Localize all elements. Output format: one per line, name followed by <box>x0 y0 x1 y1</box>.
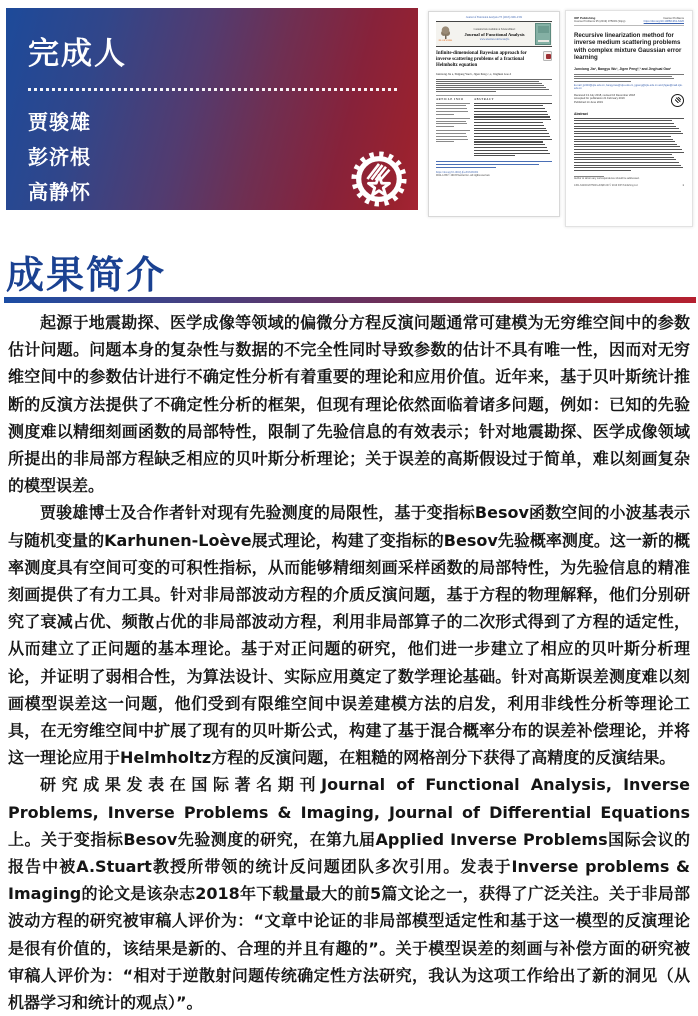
ip-footnote: Author to whom any correspondence should be addressed. <box>574 177 640 181</box>
intro-paragraph-3: 研究成果发表在国际著名期刊Journal of Functional Analysis, Inverse Problems, Inverse Problems & Imaging, Journal of Differential Equations上。关于变指标Besov先验测度的研究，在第九届Applied Inverse Problems国际会议的报告中被A.Stuart教授所带领的统计反问题团队多次引用。发表于Inverse problems & Imaging的论文是该杂志2018年下载量最大的前5篇文论之一，获得了广泛关注。关于非局部波动方程的研究被审稿人评价为：“文章中论证的非局部模型适定性和基于这一模型的反演理论是很有价值的，该结果是新的、合理的并且有趣的”。关于模型误差的刻画与补偿方面的研究被审稿人评价为：“相对于逆散射问题传统确定性方法研究，我认为这项工作给出了新的洞见（从机器学习和统计的观点）”。 <box>8 775 690 1013</box>
paper-thumbnail-jfa <box>428 11 560 217</box>
divider <box>436 95 552 96</box>
crossmark-badge-icon[interactable] <box>543 51 552 61</box>
ip-received-line: Received 13 July 2018, revised 16 December 2018 <box>574 93 635 97</box>
elsevier-logo <box>437 26 454 42</box>
jfa-article-title: Infinite-dimensional Bayesian approach for inverse scattering problems of a fractional Helmholtz equation <box>436 51 527 68</box>
ip-authors: Junxiong Jia¹, Bangyu Wu¹, Jigen Peng²,³ and Jinghuai Gao¹ <box>574 67 672 72</box>
ip-published-line: Published 14 June 2019 <box>574 101 603 105</box>
ip-article-title: Recursive linearization method for inverse medium scattering problems with complex mixture Gaussian error learning <box>574 31 682 62</box>
gear-star-emblem-icon <box>350 150 408 208</box>
ip-abstract-text <box>574 118 684 171</box>
author-name-list <box>28 105 398 210</box>
jfa-cover-image <box>535 23 551 45</box>
banner-title: 完成人 <box>28 36 127 72</box>
ip-journal-label: Inverse Problems <box>663 17 684 20</box>
ip-issue-line: Inverse Problems 35 (2019) 075003 (34pp) <box>574 20 626 23</box>
authors-banner <box>6 8 418 210</box>
section-heading: 成果简介 <box>6 253 167 297</box>
jfa-article-history <box>436 103 470 115</box>
jfa-authors: Junxiong Jia a, Shigang Yue b, Jigen Peng c,∗, Jinghuai Gao d <box>436 72 512 76</box>
author-name: 彭济根 <box>28 145 91 169</box>
iop-publisher-label: IOP Publishing <box>574 16 596 20</box>
elsevier-wordmark: ELSEVIER <box>438 39 453 42</box>
jfa-msc-codes <box>436 118 470 127</box>
intro-paragraph-1: 起源于地震勘探、医学成像等领域的偏微分方程反演问题通常可建模为无穷维空间中的参数估计问题。问题本身的复杂性与数据的不完全性同时导致参数的估计不具有唯一性，因而对无穷维空间中的参数估计进行不确定性分析有着重要的理论和应用价值。近年来，基于贝叶斯统计推断的反演方法提供了不确定性分析的框架，但现有理论依然面临着诸多问题，例如：已知的先验测度难以精细刻画函数的局部特性，限制了先验信息的有效表示；针对地震勘探、医学成像领域所提出的非局部方程缺乏相应的贝叶斯分析理论；关于误差的高斯假设过于简单，难以刻画复杂的模型误差。 <box>8 313 690 496</box>
ip-email-links[interactable]: E-mail: jjx323@xjtu.edu.cn, bangyuwu@xjtu.edu.cn, jgpeng@xjtu.edu.cn and jhgao@mail.xjtu.edu.cn <box>574 84 683 91</box>
jfa-copyright-line: 0022-1236/© 2018 Elsevier Inc. All rights reserved. <box>436 173 490 177</box>
jfa-corresponding-footnote <box>436 161 552 168</box>
jfa-article-info-label: ARTICLE INFO <box>436 97 464 101</box>
jfa-abstract-text <box>474 103 552 157</box>
jfa-journal-header <box>436 21 552 47</box>
jfa-abstract-label: ABSTRACT <box>474 97 495 101</box>
jfa-journal-name: Journal of Functional Analysis <box>464 31 525 37</box>
jfa-homepage-link[interactable]: www.elsevier.com/locate/jfa <box>479 37 510 41</box>
author-name: 高静怀 <box>28 180 91 204</box>
jfa-keywords <box>436 130 470 142</box>
jfa-doi-link[interactable]: https://doi.org/10.1016/j.jfa.2018.08.002 <box>436 170 479 174</box>
banner-dashed-divider <box>28 88 398 91</box>
crossmark-circle-icon <box>671 94 684 107</box>
divider <box>574 25 684 26</box>
ip-page-number: 1 <box>682 183 684 188</box>
intro-paragraph-2: 贾骏雄博士及合作者针对现有先验测度的局限性，基于变指标Besov函数空间的小波基表示与随机变量的Karhunen-Loève展式理论，构建了变指标的Besov先验概率测度。这一新的概率测度具有空间可变的可积性指标，从而能够精细刻画采样函数的局部特性，为先验信息的精准刻画提供了有力工具。针对非局部波动方程的介质反演问题，基于方程的物理解释，他们分别研究了衰减占优、频散占优的非局部波动方程，利用非局部算子的二次形式得到了方程的适定性，从而建立了正问题的基本理论。基于对正问题的研究，他们进一步建立了相应的贝叶斯分析理论，并证明了弱相合性，为算法设计、实际应用奠定了数学理论基础。针对高斯误差测度难以刻画模型误差这一问题，他们受到有限维空间中误差建模方法的启发，利用非线性分析等理论工具，在无穷维空间中扩展了现有的贝叶斯公式，构建了基于混合概率分布的误差补偿理论，并将这一理论应用于Helmholtz方程的反演问题，在粗糙的网格剖分下获得了高精度的反演结果。 <box>8 503 690 768</box>
paper-thumbnail-inverse-problems <box>565 10 693 227</box>
jfa-citation-line: Journal of Functional Analysis 275 (2018) 2299–2332 <box>465 16 523 19</box>
elsevier-tree-icon <box>440 26 451 39</box>
ip-doi-link[interactable]: https://doi.org/10.1088/1361-6420 <box>643 20 684 23</box>
footnote-rule <box>574 176 604 177</box>
jfa-affiliations <box>436 79 552 92</box>
ip-affiliations <box>574 74 684 81</box>
author-name: 贾骏雄 <box>28 110 91 134</box>
ip-accepted-line: Accepted for publication 21 February 2019 <box>574 97 625 101</box>
ip-issn-line: 1361-6420/19/075003+34$33.00 © 2019 IOP Publishing Ltd <box>574 183 638 187</box>
sciencedirect-line[interactable]: Contents lists available at ScienceDirect <box>473 27 516 31</box>
section-gradient-rule <box>4 297 696 303</box>
ip-abstract-label: Abstract <box>574 111 588 116</box>
intro-text-block <box>0 309 698 1016</box>
